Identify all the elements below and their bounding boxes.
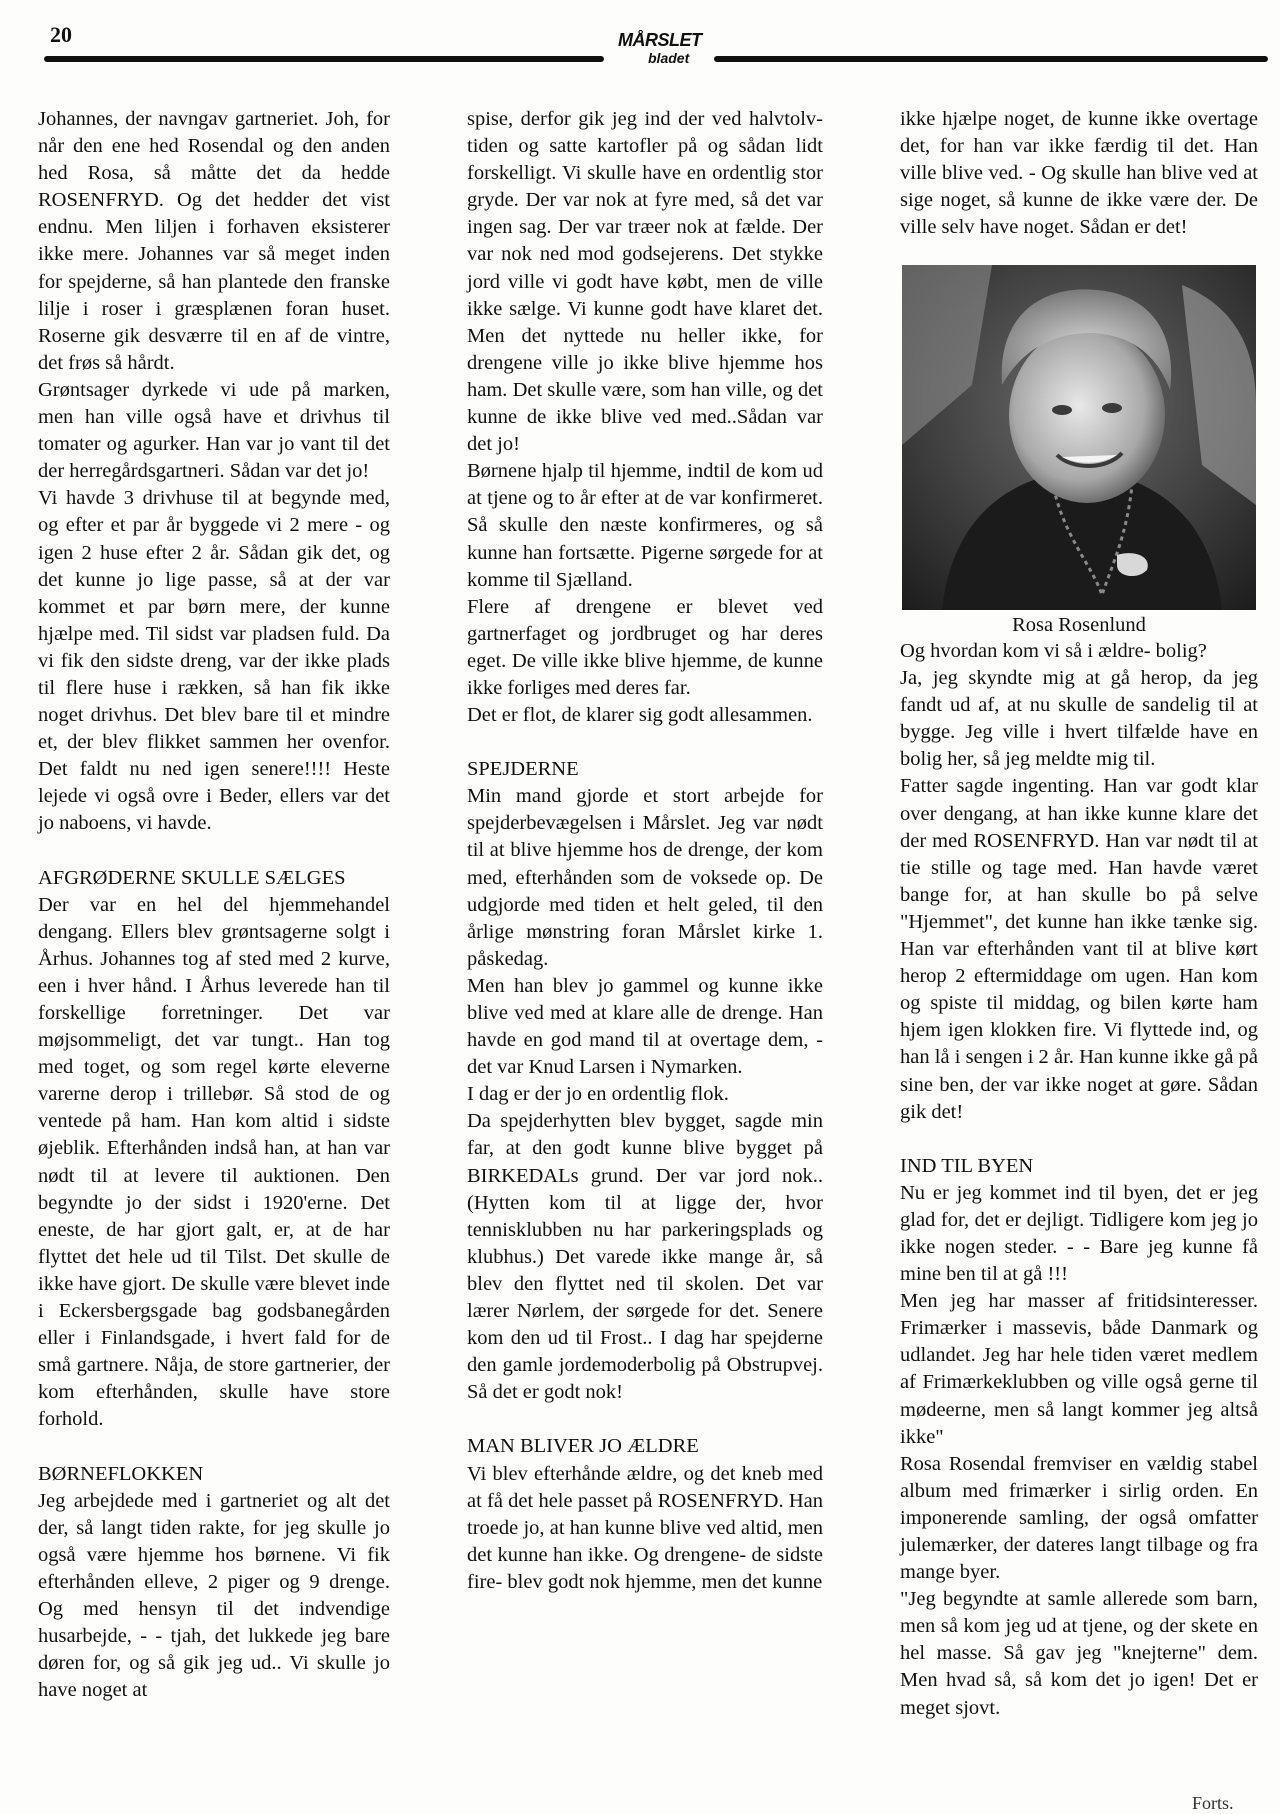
- paragraph: Ja, jeg skyndte mig at gå herop, da jeg fandt ud af, at nu skulle de sandelig til at bygge. Jeg ville i hvert tilfælde have en bolig her, så jeg meldte mig til.: [900, 667, 1258, 771]
- portrait-photo: [902, 265, 1256, 610]
- continued-label: Forts.: [1192, 1793, 1234, 1813]
- paragraph: Grøntsager dyrkede vi ude på marken, men han ville også have et drivhus til tomater og agurker. Han var jo vant til det der herregårdsgartneri. Sådan var det jo!: [38, 378, 390, 483]
- article-column-1: [38, 106, 390, 1704]
- page-header: [0, 0, 1280, 80]
- magazine-logo-title: MÅRSLET: [618, 30, 702, 50]
- paragraph: Rosa Rosendal fremviser en vældig stabel album med frimærker i sirlig orden. En imponerende samling, der også omfatter julemærker, der dateres langt tilbage og fra mange byer.: [900, 1452, 1258, 1584]
- paragraph: Nu er jeg kommet ind til byen, det er jeg glad for, det er dejligt. Tidligere kom jeg jo ikke nogen steder. - - Bare jeg kunne få mine ben til at gå !!!: [900, 1181, 1258, 1286]
- article-column-3-continued: [900, 638, 1258, 1722]
- paragraph: Vi havde 3 drivhuse til at begynde med, og efter et par år byggede vi 2 mere - og igen 2 huse efter 2 år. Sådan gik det, og det kunne jo lige passe, så at der var kommet et par børn mere, der kunne hjælpe med. Til sidst var pladsen fuld. Da vi fik den sidste dreng, var der ikke plads til flere huse i rækken, så han fik ikke noget drivhus. Det blev bare til et mindre et, der blev flikket sammen her ovenfor. Det faldt nu ned igen senere!!!! Heste lejede vi også ovre i Beder, ellers var det jo naboens, vi havde.: [38, 487, 390, 835]
- paragraph: Vi blev efterhånde ældre, og det kneb med at få det hele passet på ROSENFRYD. Han troede jo, at han kunne blive ved altid, men det kunne han ikke. Og drengene- de sidste fire- blev godt nok hjemme, men det kunne: [467, 1462, 823, 1593]
- paragraph: spise, derfor gik jeg ind der ved halvtolv-tiden og satte kartofler på og sådan lidt forskelligt. Vi skulle have en ordentlig stor gryde. Der var nok at fyre med, så det var ingen sag. Der var træer nok at fælde. Der var nok ned mod godsejerens. Det stykke jord ville vi godt have købt, men de ville ikke sælge. Vi kunne godt have klaret det. Men det nyttede nu heller ikke, for drengene ville jo ikke blive hjemme hos ham. Det skulle være, som han ville, og det kunne de ikke blive ved med..Sådan var det jo!: [467, 108, 823, 456]
- paragraph: Men jeg har masser af fritidsinteresser. Frimærker i massevis, både Danmark og udlandet. Jeg har hele tiden været medlem af Frimærkeklubben og ville også gerne til mødeerne, men så langt kommer jeg altså ikke": [900, 1290, 1258, 1448]
- paragraph: Børnene hjalp til hjemme, indtil de kom ud at tjene og to år efter at de var konfirmeret. Så skulle den næste konfirmeres, og så kunne han fortsætte. Pigerne sørgede for at komme til Sjælland.: [467, 460, 823, 591]
- paragraph: "Jeg begyndte at samle allerede som barn, men så kom jeg ud at tjene, og der skete en hel masse. Så gav jeg "knejterne" dem. Men hvad så, så kom det jo igen! Det er meget sjovt.: [900, 1588, 1258, 1719]
- paragraph: Men han blev jo gammel og kunne ikke blive ved med at klare alle de drenge. Han havde en god mand til at overtage dem, - det var Knud Larsen i Nymarken.: [467, 974, 823, 1079]
- article-column-3: [900, 106, 1258, 241]
- paragraph: Det er flot, de klarer sig godt allesammen.: [467, 704, 813, 727]
- section-heading: MAN BLIVER JO ÆLDRE: [467, 1435, 699, 1458]
- portrait-photo-graphic: [902, 265, 1256, 610]
- paragraph: Fatter sagde ingenting. Han var godt klar over dengang, at han ikke kunne klare det der med ROSENFRYD. Han var nødt til at tie stille og tage med. Han havde været bange for, at han skulle bo på selve "Hjemmet", det kunne han ikke tænke sig. Han var efterhånden vant til at blive kørt herop 2 eftermiddage om ugen. Han kom og spiste til middag, og bilen kørte ham hjem igen klokken fire. Vi flyttede ind, og han lå i sengen i 2 år. Han kunne ikke gå på sine ben, der var ikke noget at gøre. Sådan gik det!: [900, 775, 1258, 1123]
- page-number: 20: [50, 22, 72, 47]
- paragraph: Flere af drengene er blevet ved gartnerfaget og jordbruget og har deres eget. De ville ikke blive hjemme, de kunne ikke forliges med deres far.: [467, 595, 823, 699]
- section-heading: AFGRØDERNE SKULLE SÆLGES: [38, 866, 346, 889]
- article-column-2: [467, 106, 823, 1596]
- magazine-logo-subtitle: bladet: [648, 50, 690, 66]
- paragraph: ikke hjælpe noget, de kunne ikke overtage det, for han var ikke færdig til det. Han ville blive ved. - Og skulle han blive ved at sige noget, så kunne de ikke være der. De ville selv have noget. Sådan er det!: [900, 108, 1258, 239]
- photo-caption: Rosa Rosenlund: [1012, 614, 1146, 636]
- paragraph: Og hvordan kom vi så i ældre- bolig?: [900, 640, 1207, 662]
- section-heading: IND TIL BYEN: [900, 1154, 1034, 1177]
- paragraph: Min mand gjorde et stort arbejde for spejderbevægelsen i Mårslet. Jeg var nødt til at blive hjemme hos de drenge, der kom med, efterhånden som de voksede op. De udgjorde med tiden et helt geled, til den årlige mønstring foran Mårslet kirke 1. påskedag.: [467, 785, 823, 970]
- paragraph: Der var en hel del hjemmehandel dengang. Ellers blev grøntsagerne solgt i Århus. Johannes tog af sted med 2 kurve, een i hver hånd. I Århus leverede han til forskellige forretninger. Det var møjsommeligt, det var tungt.. Han tog med toget, og som regel kørte eleverne varerne derop i trillebør. Så stod de og ventede på ham. Han kom altid i sidste øjeblik. Efterhånden indså han, at han var nødt til at levere til auktionen. Den begyndte jo der sidst i 1920'erne. Det eneste, de har gjort galt, er, at de har flyttet det hele ud til Tilst. Det skulle de ikke have gjort. De skulle være blevet inde i Eckersbergsgade bag godsbanegården eller i Finlandsgade, i hvert fald for de små gartnere. Nåja, de store gartnerier, der kom efterhånden, skulle have store forhold.: [38, 893, 390, 1431]
- section-heading: SPEJDERNE: [467, 758, 579, 781]
- paragraph: Da spejderhytten blev bygget, sagde min far, at den godt kunne blive bygget på BIRKEDALs grund. Der var jord nok.. (Hytten kom til at ligge der, hvor tennisklubben nu har parkeringsplads og klubhus.) Det varede ikke mange år, så blev den flyttet ned til skolen. Det var lærer Nørlem, der sørgede for det. Senere kom den ud til Frost.. I dag har spejderne den gamle jordemoderbolig på Obstrupvej. Så det er godt nok!: [467, 1110, 823, 1404]
- paragraph: Jeg arbejdede med i gartneriet og alt det der, så langt tiden rakte, for jeg skulle jo også være hjemme hos børnene. Vi fik efterhånden elleve, 2 piger og 9 drenge. Og med hensyn til det indvendige husarbejde, - - tjah, det lukkede jeg bare døren for, og så gik jeg ud.. Vi skulle jo have noget at: [38, 1489, 390, 1702]
- section-heading: BØRNEFLOKKEN: [38, 1462, 204, 1485]
- paragraph: Johannes, der navngav gartneriet. Joh, for når den ene hed Rosendal og den anden hed Rosa, så måtte det da hedde ROSENFRYD. Og det hedder det vist endnu. Men liljen i forhaven eksisterer ikke mere. Johannes var så meget inden for spejderne, så han plantede den franske lilje i roser i græsplænen foran huset. Roserne gik desværre til en af de vintre, det frøs så hårdt.: [38, 108, 390, 374]
- paragraph: I dag er der jo en ordentlig flok.: [467, 1083, 729, 1106]
- header-rule-right: [714, 56, 1268, 62]
- header-rule-left: [44, 56, 604, 62]
